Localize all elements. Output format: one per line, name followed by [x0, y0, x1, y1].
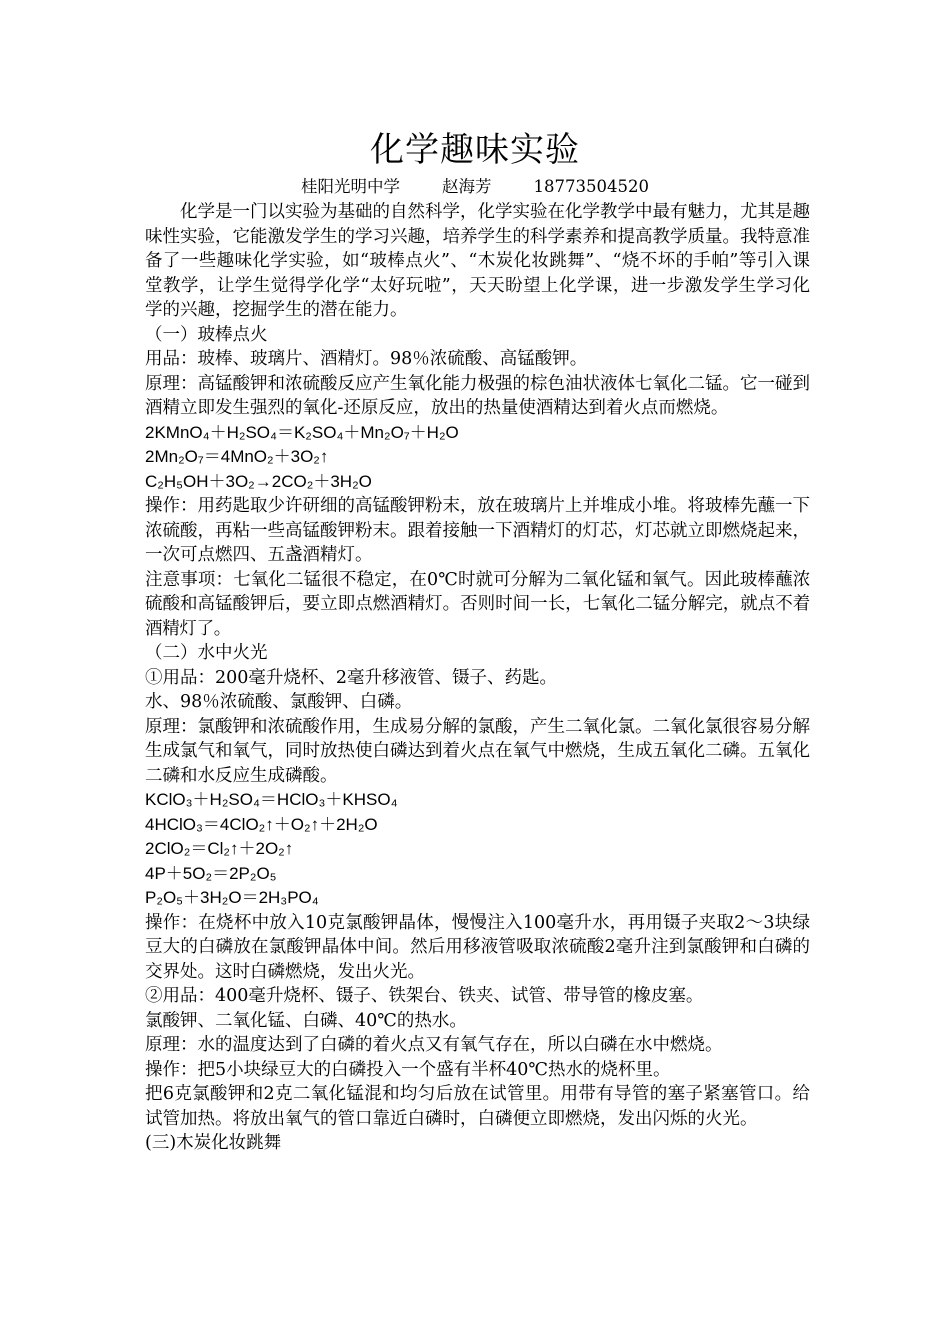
- chemical-equation: KClO₃＋H₂SO₄＝HClO₃＋KHSO₄: [145, 790, 398, 809]
- chemical-equation: 4P＋5O₂＝2P₂O₅: [145, 863, 277, 883]
- paragraph: （二）水中火光: [145, 643, 268, 663]
- author-byline: 桂阳光明中学 赵海芳 18773504520: [301, 177, 649, 196]
- chemical-equation: 4HClO₃＝4ClO₂↑＋O₂↑＋2H₂O: [145, 814, 378, 834]
- paragraph: ②用品：400毫升烧杯、镊子、铁架台、铁夹、试管、带导管的橡皮塞。: [145, 986, 704, 1006]
- paragraph: 化学是一门以实验为基础的自然科学，化学实验在化学教学中最有魅力，尤其是趣味性实验，它能激发学生的学习兴趣，培养学生的科学素养和提高教学质量。我特意准备了一些趣味化学实验，如“玻棒点火”、“木炭化妆跳舞”、“烧不坏的手帕”等引入课堂教学，让学生觉得学化学“太好玩啦”，天天盼望上化学课，进一步激发学生学习化学的兴趣，挖掘学生的潜在能力。: [145, 202, 810, 320]
- paragraph: 操作：在烧杯中放入10克氯酸钾晶体，慢慢注入100毫升水，再用镊子夹取2～3块绿豆大的白磷放在氯酸钾晶体中间。然后用移液管吸取浓硫酸2毫升注到氯酸钾和白磷的交界处。这时白磷燃烧，发出火光。: [145, 912, 810, 982]
- paragraph: ①用品：200毫升烧杯、2毫升移液管、镊子、药匙。: [145, 667, 558, 688]
- paragraph: 操作：把5小块绿豆大的白磷投入一个盛有半杯40℃热水的烧杯里。: [145, 1059, 671, 1080]
- chemical-equation: 2Mn₂O₇＝4MnO₂＋3O₂↑: [145, 447, 329, 466]
- paragraph: （一）玻棒点火: [145, 324, 268, 345]
- paragraph: 原理：氯酸钾和浓硫酸作用，生成易分解的氯酸，产生二氧化氯。二氧化氯很容易分解生成氯气和氧气，同时放热使白磷达到着火点在氧气中燃烧，生成五氧化二磷。五氧化二磷和水反应生成磷酸。: [145, 716, 810, 786]
- chemical-equation: 2KMnO₄＋H₂SO₄＝K₂SO₄＋Mn₂O₇＋H₂O: [145, 422, 459, 442]
- paragraph: 用品：玻棒、玻璃片、酒精灯。98％浓硫酸、高锰酸钾。: [145, 349, 588, 369]
- paragraph: (三)木炭化妆跳舞: [145, 1133, 282, 1153]
- chemical-equation: 2ClO₂＝Cl₂↑＋2O₂↑: [145, 839, 294, 858]
- document-title: 化学趣味实验: [370, 130, 580, 170]
- document-body: [145, 200, 810, 1156]
- paragraph: 原理：高锰酸钾和浓硫酸反应产生氧化能力极强的棕色油状液体七氧化二锰。它一碰到酒精立即发生强烈的氧化-还原反应，放出的热量使酒精达到着火点而燃烧。: [145, 373, 810, 418]
- paragraph: 注意事项：七氧化二锰很不稳定，在0℃时就可分解为二氧化锰和氧气。因此玻棒蘸浓硫酸和高锰酸钾后，要立即点燃酒精灯。否则时间一长，七氧化二锰分解完，就点不着酒精灯了。: [145, 569, 810, 639]
- paragraph: 操作：用药匙取少许研细的高锰酸钾粉末，放在玻璃片上并堆成小堆。将玻棒先蘸一下浓硫酸，再粘一些高锰酸钾粉末。跟着接触一下酒精灯的灯芯，灯芯就立即燃烧起来，一次可点燃四、五盏酒精灯。: [145, 496, 810, 565]
- paragraph: 氯酸钾、二氧化锰、白磷、40℃的热水。: [145, 1010, 467, 1031]
- chemical-equation: P₂O₅＋3H₂O＝2H₃PO₄: [145, 888, 319, 907]
- paragraph: 水、98％浓硫酸、氯酸钾、白磷。: [145, 692, 413, 712]
- paragraph: 原理：水的温度达到了白磷的着火点又有氧气存在，所以白磷在水中燃烧。: [145, 1035, 723, 1055]
- paragraph: 把6克氯酸钾和2克二氧化锰混和均匀后放在试管里。用带有导管的塞子紧塞管口。给试管加热。将放出氧气的管口靠近白磷时，白磷便立即燃烧，发出闪烁的火光。: [145, 1084, 810, 1129]
- chemical-equation: C₂H₅OH＋3O₂→2CO₂＋3H₂O: [145, 471, 372, 491]
